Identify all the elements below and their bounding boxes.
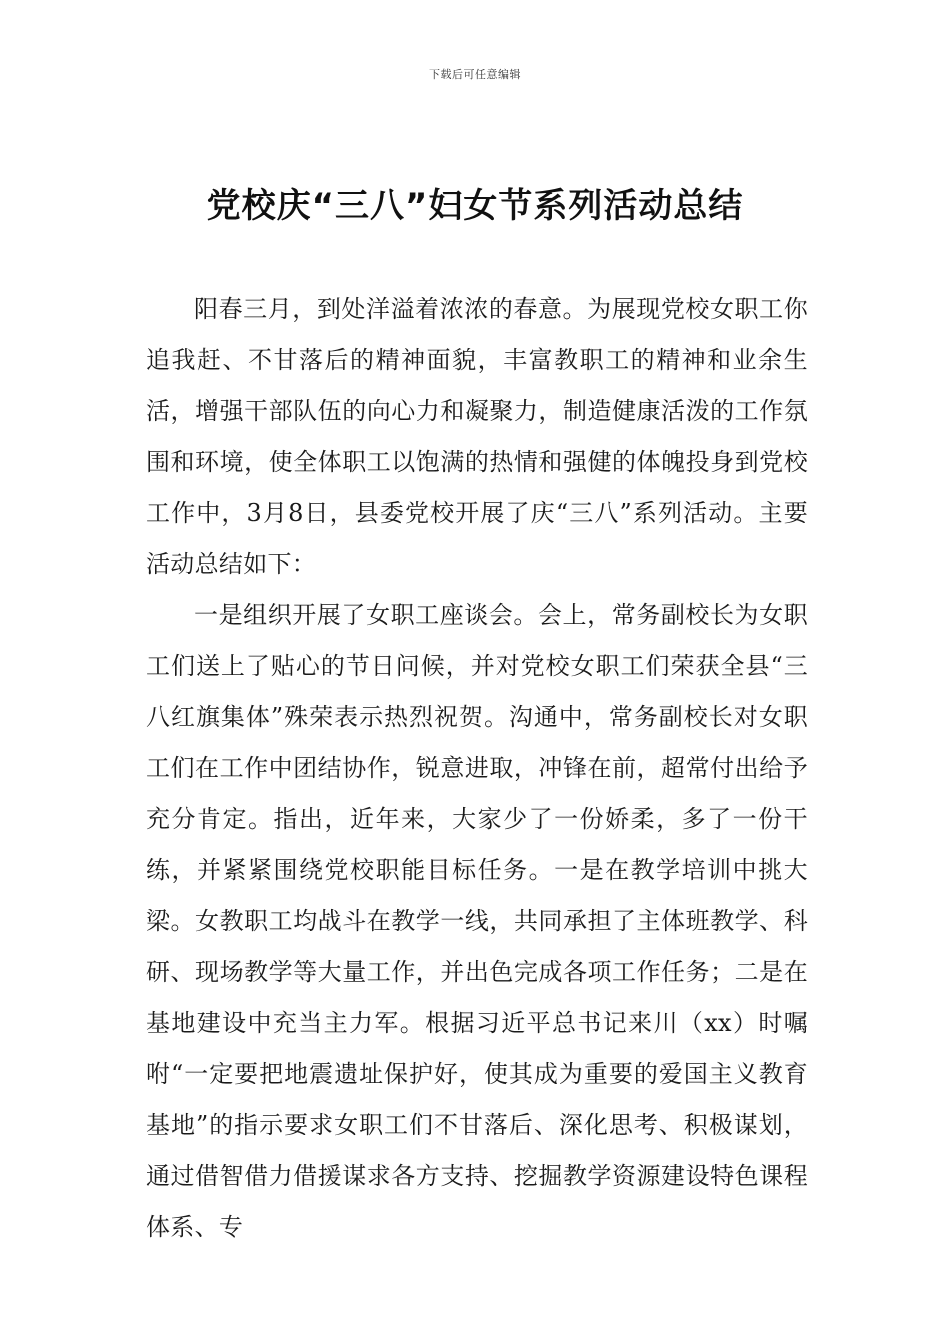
paragraph-intro: 阳春三月，到处洋溢着浓浓的春意。为展现党校女职工你追我赶、不甘落后的精神面貌，丰富教职工的精神和业余生活，增强干部队伍的向心力和凝聚力，制造健康活泼的工作氛围和环境，使全体职工以饱满的热情和强健的体魄投身到党校工作中，3月8日，县委党校开展了庆“三八”系列活动。主要活动总结如下： bbox=[146, 295, 808, 578]
header-note: 下载后可任意编辑 bbox=[429, 68, 521, 81]
document-body bbox=[146, 284, 808, 1253]
paragraph-activity-one: 一是组织开展了女职工座谈会。会上，常务副校长为女职工们送上了贴心的节日问候，并对党校女职工们荣获全县“三八红旗集体”殊荣表示热烈祝贺。沟通中，常务副校长对女职工们在工作中团结协作，锐意进取，冲锋在前，超常付出给予充分肯定。指出，近年来，大家少了一份娇柔，多了一份干练，并紧紧围绕党校职能目标任务。一是在教学培训中挑大梁。女教职工均战斗在教学一线，共同承担了主体班教学、科研、现场教学等大量工作，并出色完成各项工作任务；二是在基地建设中充当主力军。根据习近平总书记来川（xx）时嘱咐“一定要把地震遗址保护好，使其成为重要的爱国主义教育基地”的指示要求女职工们不甘落后、深化思考、积极谋划，通过借智借力借援谋求各方支持、挖掘教学资源建设特色课程体系、专 bbox=[146, 601, 808, 1241]
document-title: 党校庆“三八”妇女节系列活动总结 bbox=[206, 186, 744, 226]
